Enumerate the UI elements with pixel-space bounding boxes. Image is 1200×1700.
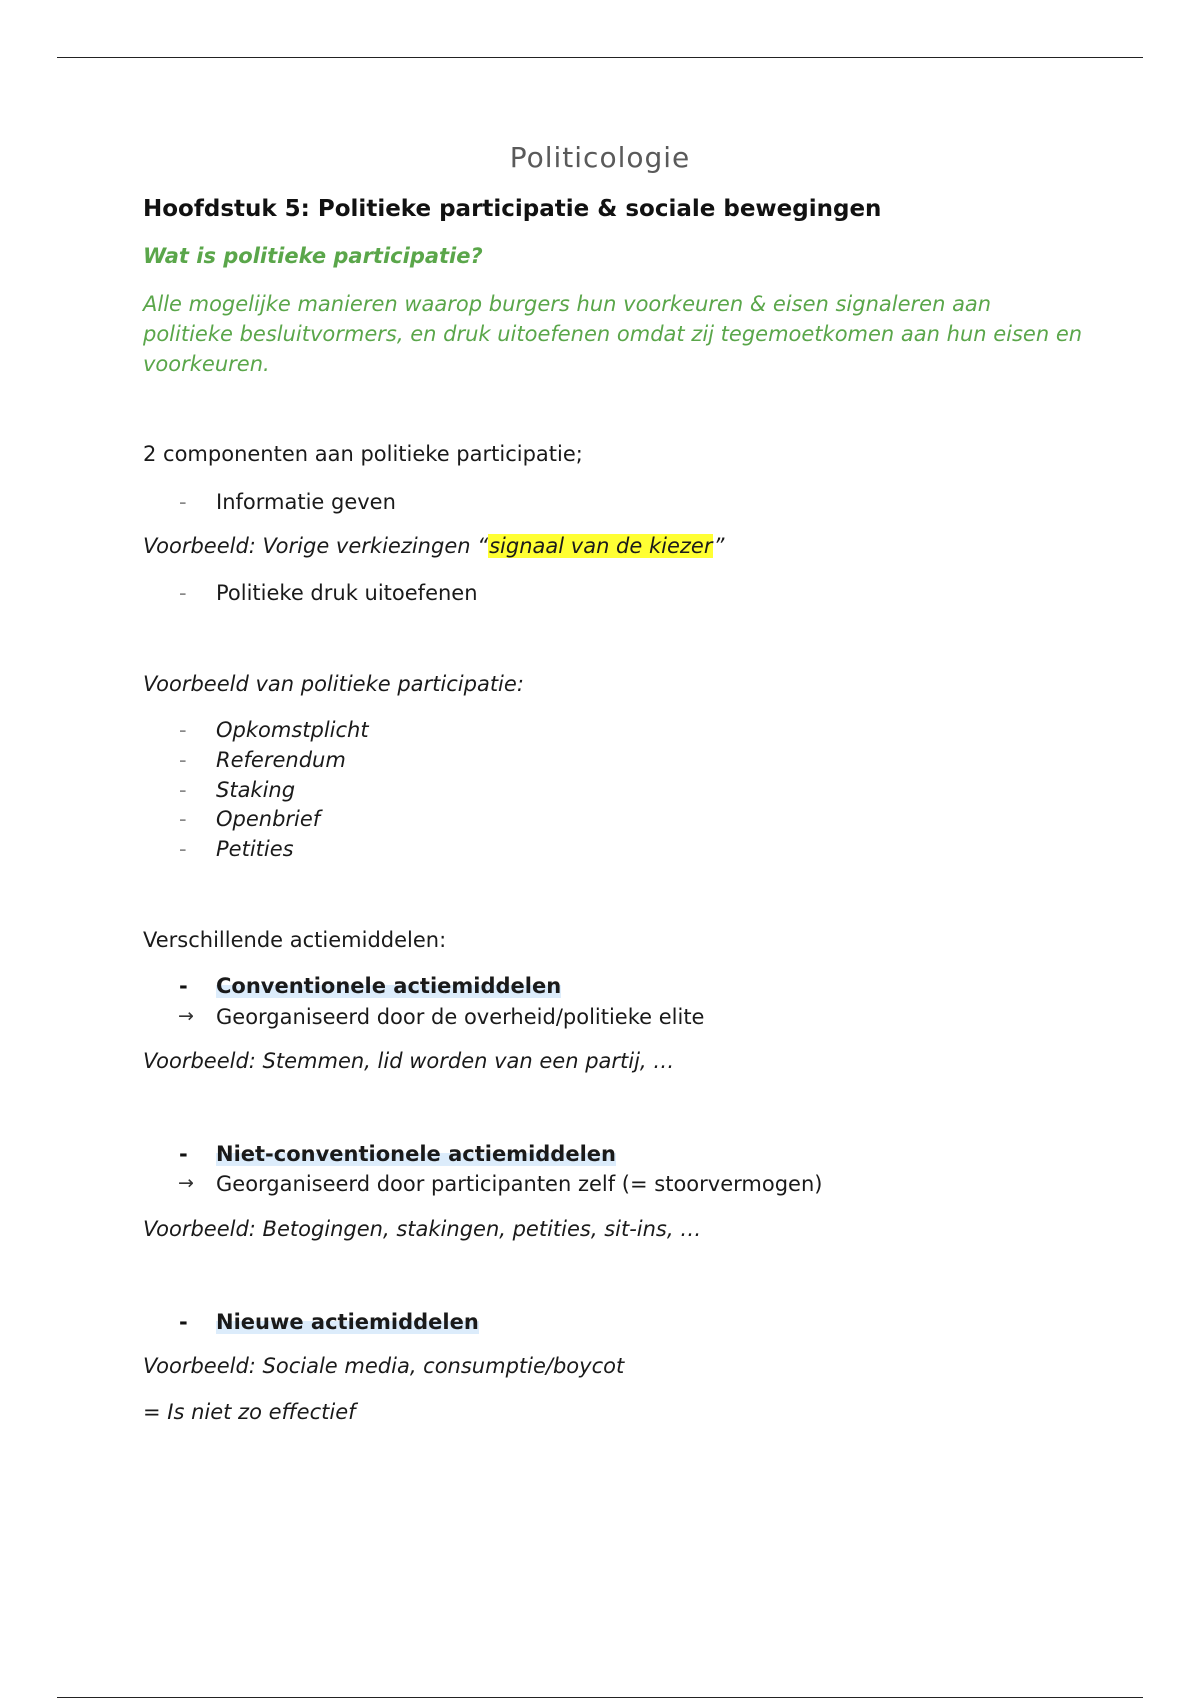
example-item: Opkomstplicht [216, 718, 369, 742]
bullet-dash: - [179, 718, 187, 742]
list-item [143, 1005, 1043, 1035]
bullet-dash: - [179, 748, 187, 772]
page-title: Politicologie [509, 141, 691, 174]
bullet-dash: - [179, 837, 187, 861]
action-title-non-conventional: Niet-conventionele actiemiddelen [216, 1142, 616, 1166]
list-item [143, 748, 1043, 778]
list-item [143, 974, 1043, 1004]
arrow-icon: → [178, 1172, 194, 1194]
list-item [143, 490, 1043, 520]
highlighted-phrase: signaal van de kiezer [489, 534, 713, 558]
list-item [143, 718, 1043, 748]
example-item: Openbrief [216, 807, 321, 831]
bullet-dash: - [179, 807, 187, 831]
action-example-new: Voorbeeld: Sociale media, consumptie/boycot [143, 1354, 625, 1378]
top-rule [57, 57, 1143, 58]
chapter-title: Hoofdstuk 5: Politieke participatie & sociale bewegingen [143, 196, 882, 222]
bullet-dash: - [179, 1142, 188, 1166]
list-item [143, 581, 1043, 611]
action-title-new: Nieuwe actiemiddelen [216, 1310, 479, 1334]
bullet-dash: - [179, 778, 187, 802]
example-item: Referendum [216, 748, 346, 772]
component-example-1 [143, 534, 724, 558]
action-desc-conventional: Georganiseerd door de overheid/politieke elite [216, 1005, 705, 1029]
action-example-conventional: Voorbeeld: Stemmen, lid worden van een partij, … [143, 1049, 675, 1073]
actions-intro: Verschillende actiemiddelen: [143, 928, 447, 952]
list-item [143, 807, 1043, 837]
example-suffix: ” [713, 534, 725, 558]
action-note-new: = Is niet zo effectief [143, 1400, 356, 1424]
list-item [143, 778, 1043, 808]
action-example-non-conventional: Voorbeeld: Betogingen, stakingen, petities, sit-ins, … [143, 1217, 702, 1241]
bullet-dash: - [179, 490, 187, 514]
definition-paragraph: Alle mogelijke manieren waarop burgers hun voorkeuren & eisen signaleren aan politieke besluitvormers, en druk uitoefenen omdat zij tegemoetkomen aan hun eisen en voorkeuren. [143, 292, 1083, 376]
list-item [143, 1172, 1043, 1202]
examples-intro: Voorbeeld van politieke participatie: [143, 672, 524, 696]
section-question: Wat is politieke participatie? [143, 244, 483, 268]
action-desc-non-conventional: Georganiseerd door participanten zelf (= stoorvermogen) [216, 1172, 823, 1196]
component-item-1: Informatie geven [216, 490, 396, 514]
bullet-dash: - [179, 1310, 188, 1334]
arrow-icon: → [178, 1005, 194, 1027]
example-item: Petities [216, 837, 294, 861]
bullet-dash: - [179, 581, 187, 605]
list-item [143, 1142, 1043, 1172]
components-intro: 2 componenten aan politieke participatie; [143, 442, 583, 466]
bottom-rule [57, 1697, 1143, 1698]
component-item-2: Politieke druk uitoefenen [216, 581, 478, 605]
action-title-conventional: Conventionele actiemiddelen [216, 974, 562, 998]
bullet-dash: - [179, 974, 188, 998]
example-prefix: Voorbeeld: Vorige verkiezingen “ [143, 534, 489, 558]
list-item [143, 837, 1043, 867]
example-item: Staking [216, 778, 296, 802]
list-item [143, 1310, 1043, 1340]
